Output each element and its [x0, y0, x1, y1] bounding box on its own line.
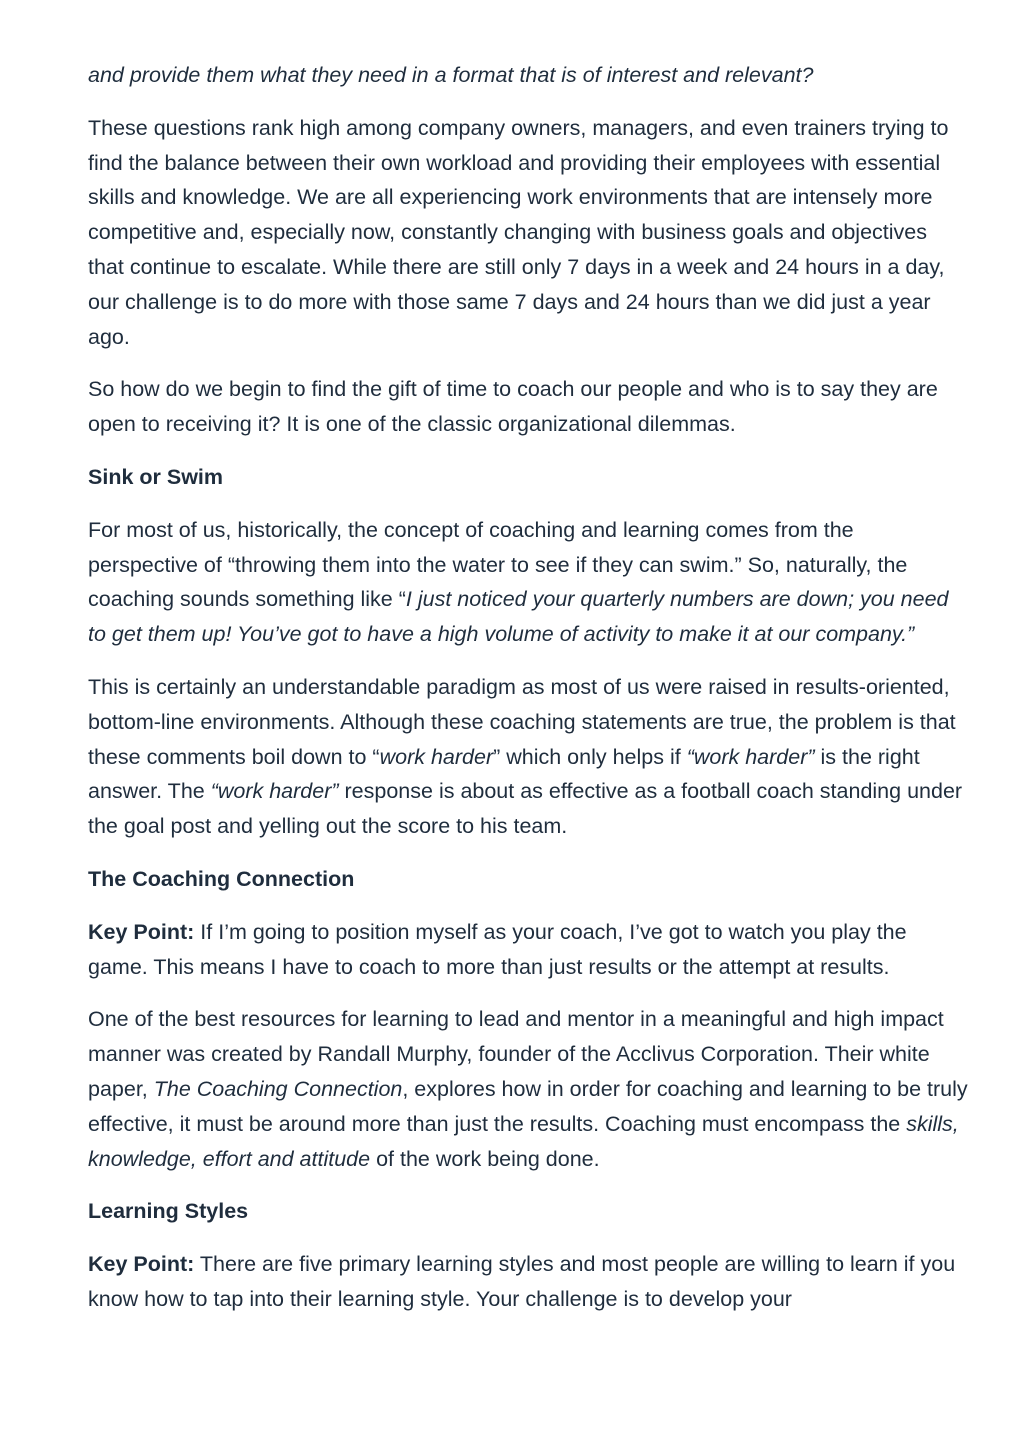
- intro-question-text: and provide them what they need in a format that is of interest and relevant?: [88, 63, 814, 87]
- key-point-coaching-text: If I’m going to position myself as your coach, I’ve got to watch you play the game. This means I have to coach to more than just results or the attempt at results.: [88, 919, 907, 979]
- key-point-label: Key Point:: [88, 919, 195, 944]
- resources-text-1: One of the best resources for learning to lead and mentor in a meaningful and high impact manner was created by Randall Murphy, founder of the Acclivus Corporation. Their white paper,: [88, 1007, 944, 1101]
- body-paragraph-questions: These questions rank high among company owners, managers, and even trainers trying to find the balance between their own workload and providing their employees with essential skills and knowledge. We are all experiencing work environments that are intensely more competitive and, especially now, constantly changing with business goals and objectives that continue to escalate. While there are still only 7 days in a week and 24 hours in a day, our challenge is to do more with those same 7 days and 24 hours than we did just a year ago.: [88, 115, 949, 349]
- key-point-learning-styles-text: There are five primary learning styles and most people are willing to learn if you know how to tap into their learning style. Your challenge is to develop your: [88, 1252, 956, 1311]
- body-paragraph-gift-of-time: So how do we begin to find the gift of time to coach our people and who is to say they are open to receiving it? It is one of the classic organizational dilemmas.: [88, 377, 938, 437]
- body-paragraph-sink-or-swim: [88, 513, 968, 652]
- paradigm-emphasis-2: “work harder”: [686, 744, 815, 769]
- section-heading-coaching-connection: The Coaching Connection: [88, 866, 355, 891]
- section-heading-sink-or-swim: Sink or Swim: [88, 464, 224, 489]
- paradigm-text-4: response is about as effective as a football coach standing under the goal post and yelling out the score to his team.: [88, 779, 963, 839]
- body-paragraph-paradigm: [88, 670, 968, 844]
- paradigm-emphasis-1: work harder: [379, 744, 494, 769]
- white-paper-title: The Coaching Connection: [153, 1076, 403, 1101]
- key-point-learning-styles: [88, 1247, 968, 1317]
- paradigm-emphasis-3: “work harder”: [210, 779, 339, 804]
- resources-text-2: , explores how in order for coaching and learning to be truly effective, it must be around more than just the results. Coaching must encompass the: [88, 1076, 968, 1136]
- document-page: [88, 58, 968, 1335]
- intro-question: [88, 58, 968, 93]
- key-point-coaching: [88, 915, 968, 985]
- sink-swim-quote: I just noticed your quarterly numbers are down; you need to get them up! You’ve got to have a high volume of activity to make it at our company.”: [88, 587, 949, 647]
- resources-emphasis: skills, knowledge, effort and attitude: [88, 1111, 959, 1171]
- sink-swim-text: For most of us, historically, the concept of coaching and learning comes from the perspective of “throwing them into the water to see if they can swim.” So, naturally, the coaching sounds something like “: [88, 517, 908, 612]
- section-heading-learning-styles: Learning Styles: [88, 1199, 249, 1224]
- paradigm-text-1: This is certainly an understandable paradigm as most of us were raised in results-oriented, bottom-line environments. Although these coaching statements are true, the problem is that these comments boil down to “: [88, 674, 956, 769]
- paradigm-text-2: ” which only helps if: [493, 744, 687, 769]
- key-point-label: Key Point:: [88, 1252, 195, 1277]
- resources-text-3: of the work being done.: [370, 1146, 600, 1171]
- body-paragraph-resources: [88, 1002, 968, 1176]
- paradigm-text-3: is the right answer. The: [88, 744, 920, 804]
